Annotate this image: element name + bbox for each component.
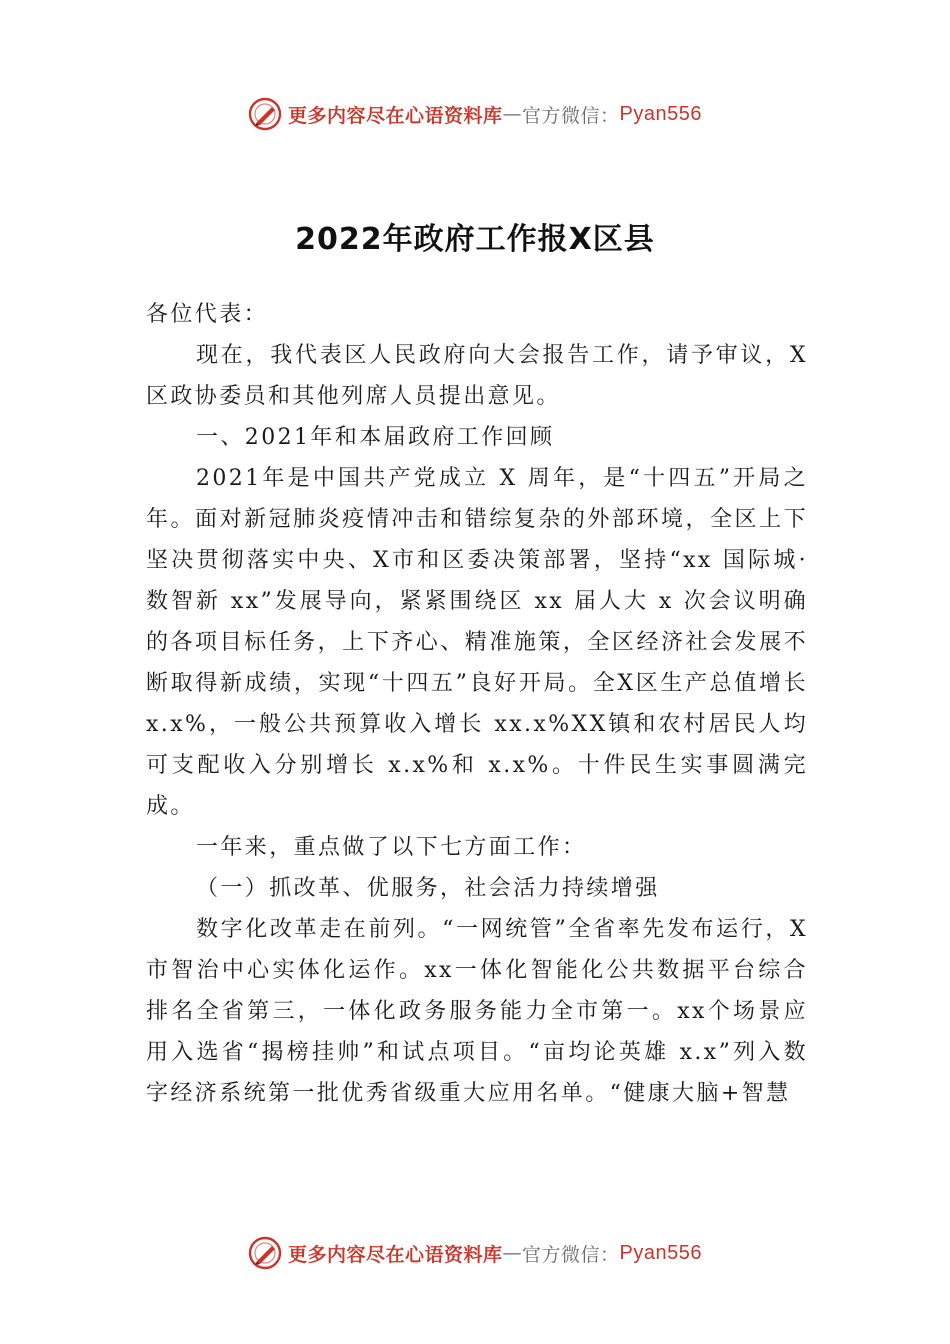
- header-watermark: [0, 94, 950, 134]
- document-body: [146, 294, 808, 1114]
- paragraph-1: 现在，我代表区人民政府向大会报告工作，请予审议，X区政协委员和其他列席人员提出意见。: [146, 343, 808, 409]
- paragraph-3: 一年来，重点做了以下七方面工作：: [196, 835, 587, 860]
- banner-dash: —: [502, 1242, 523, 1264]
- banner-wechat-id: Pyan556: [619, 1241, 702, 1264]
- pen-logo-icon: [248, 97, 282, 131]
- document-title: 2022年政府工作报X区县: [295, 222, 655, 257]
- paragraph-4: 数字化改革走在前列。“一网统管”全省率先发布运行，X市智治中心实体化运作。xx一体化智能化公共数据平台综合排名全省第三，一体化政务服务能力全市第一。xx个场景应用入选省“揭榜挂帅”和试点项目。“亩均论英雄 x.x”列入数字经济系统第一批优秀省级重大应用名单。“健康大脑+智慧: [146, 917, 808, 1106]
- paragraph-2: 2021年是中国共产党成立 X 周年，是“十四五”开局之年。面对新冠肺炎疫情冲击和错综复杂的外部环境，全区上下坚决贯彻落实中央、X市和区委决策部署，坚持“xx 国际城·数智新 xx”发展导向，紧紧围绕区 xx 届人大 x 次会议明确的各项目标任务，上下齐心、精准施策，全区经济社会发展不断取得新成绩，实现“十四五”良好开局。全X区生产总值增长 x.x%，一般公共预算收入增长 xx.x%XX镇和农村居民人均可支配收入分别增长 x.x%和 x.x%。十件民生实事圆满完成。: [146, 466, 808, 819]
- banner-main-text: 更多内容尽在心语资料库: [288, 1243, 503, 1266]
- footer-watermark: [0, 1233, 950, 1273]
- pen-logo-icon: [248, 1236, 282, 1270]
- section-heading-1: 一、2021年和本届政府工作回顾: [196, 425, 555, 450]
- banner-dash: —: [502, 103, 523, 125]
- banner-sub-text: 官方微信：: [522, 1243, 620, 1266]
- banner-wechat-id: Pyan556: [619, 102, 702, 125]
- banner-sub-text: 官方微信：: [522, 104, 620, 127]
- subsection-heading-1: （一）抓改革、优服务，社会活力持续增强: [196, 876, 660, 901]
- banner-main-text: 更多内容尽在心语资料库: [288, 104, 503, 127]
- salutation: 各位代表：: [146, 302, 269, 327]
